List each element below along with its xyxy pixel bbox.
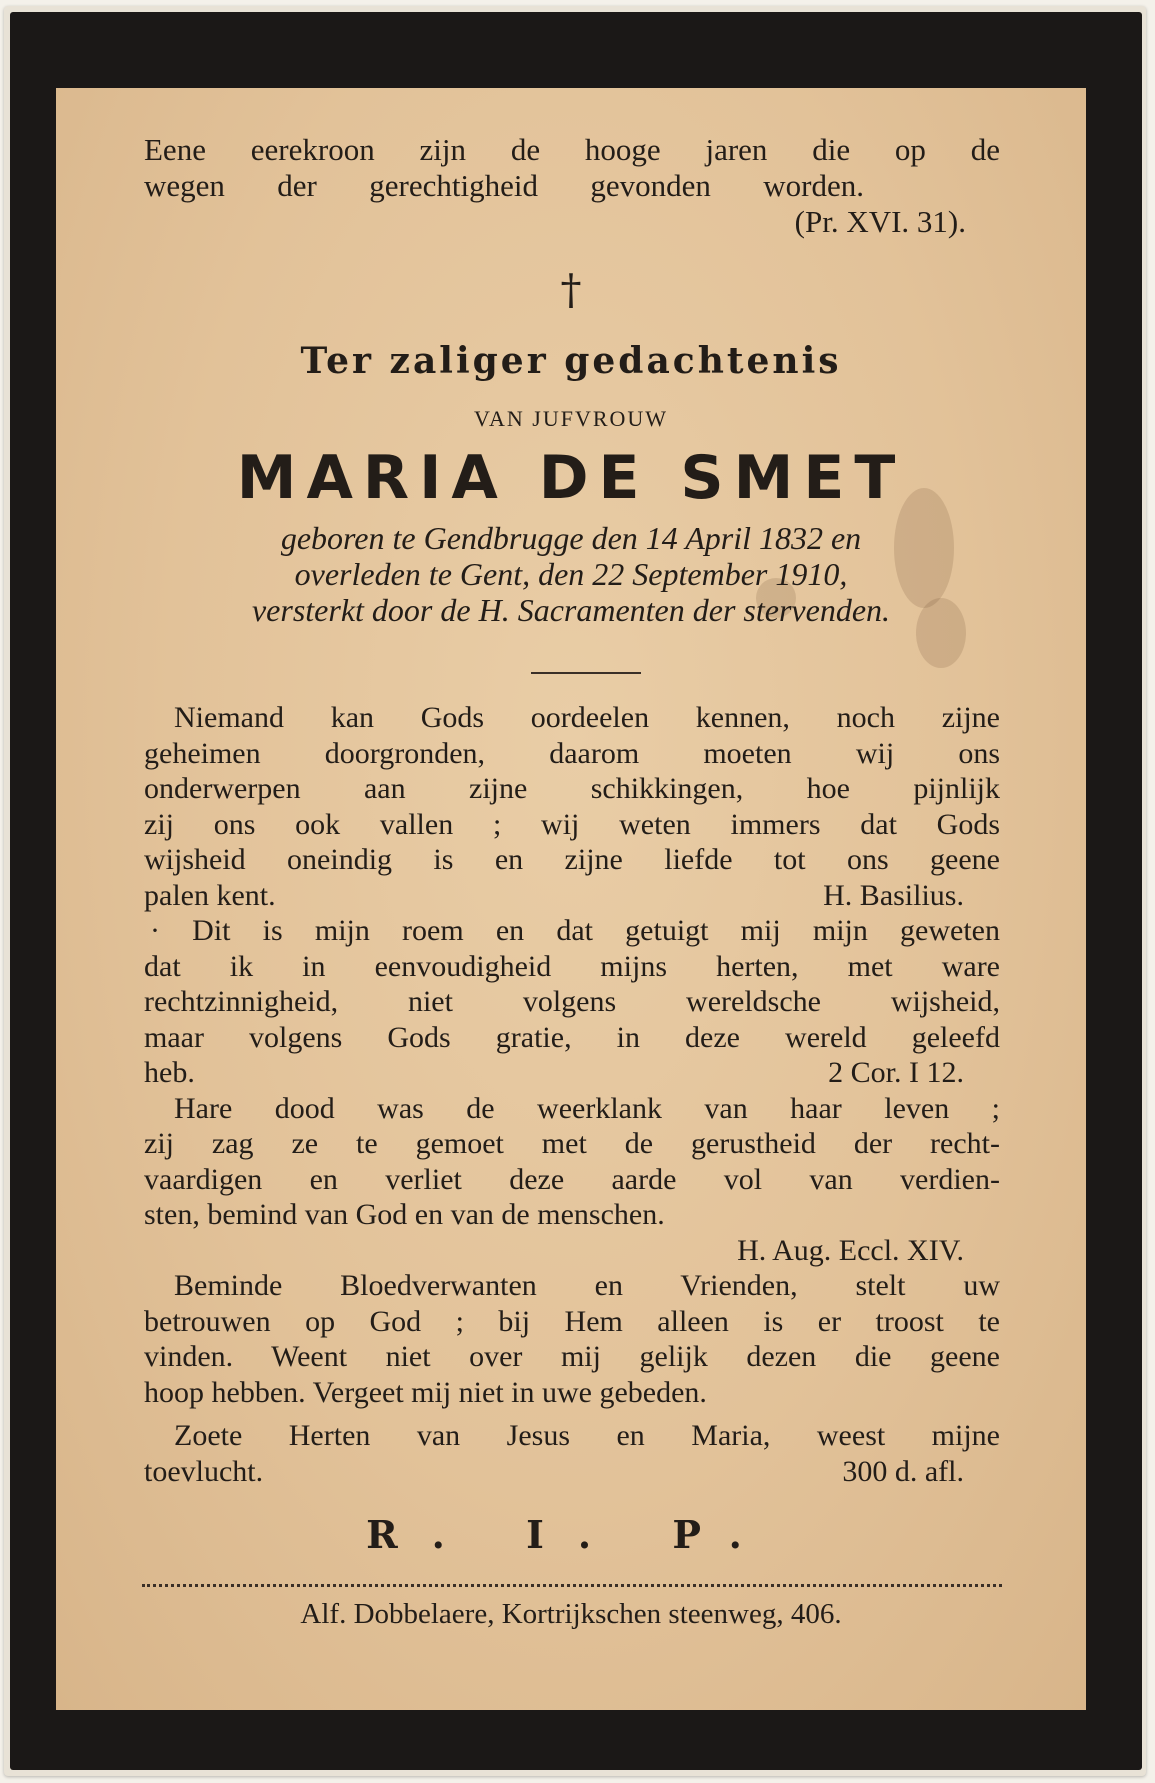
- text-line: sten, bemind van God en van de menschen.: [144, 1198, 665, 1231]
- text-line: maar volgens Gods gratie, in deze wereld geleefd: [144, 1020, 1000, 1054]
- paragraph-augustine: [144, 1091, 1000, 1269]
- text-line: betrouwen op God ; bij Hem alleen is er troost te: [144, 1304, 1000, 1338]
- paragraph-corinthians: [144, 913, 1000, 1091]
- cross-icon: †: [560, 265, 582, 314]
- epigraph-line-1: Eene eerekroon zijn de hooge jaren die op de: [144, 132, 1000, 167]
- text-line: Niemand kan Gods oordeelen kennen, noch zijne: [174, 701, 1000, 734]
- text-line: hoop hebben. Vergeet mij niet in uwe gebeden.: [144, 1375, 707, 1409]
- text-line: · Dit is mijn roem en dat getuigt mij mijn geweten: [150, 914, 1000, 947]
- text-line: Beminde Bloedverwanten en Vrienden, stelt uw: [174, 1269, 1000, 1302]
- deceased-name: MARIA DE SMET: [236, 443, 906, 513]
- biography: [56, 520, 1086, 628]
- text-line: toevlucht.: [144, 1454, 264, 1488]
- text-line: palen kent.: [144, 878, 276, 912]
- printer-imprint: Alf. Dobbelaere, Kortrijkschen steenweg, 406.: [300, 1598, 842, 1630]
- divider: [531, 672, 641, 674]
- text-line: Zoete Herten van Jesus en Maria, weest mijne: [174, 1419, 1000, 1452]
- text-line: dat ik in eenvoudigheid mijns herten, met ware: [144, 949, 1000, 983]
- text-line: geheimen doorgronden, daarom moeten wij ons: [144, 736, 1000, 770]
- text-line: vaardigen en verliet deze aarde vol van verdien-: [144, 1162, 1000, 1196]
- text-line: heb.: [144, 1056, 195, 1089]
- text-line: rechtzinnigheid, niet volgens wereldsche wijsheid,: [144, 985, 1000, 1018]
- epigraph-reference: (Pr. XVI. 31).: [794, 204, 966, 239]
- bio-line: overleden te Gent, den 22 September 1910,: [294, 556, 848, 592]
- citation: 2 Cor. I 12.: [828, 1056, 964, 1089]
- bio-line: versterkt door de H. Sacramenten der stervenden.: [251, 592, 891, 628]
- paragraph-farewell: [144, 1268, 1000, 1410]
- citation: H. Aug. Eccl. XIV.: [737, 1233, 964, 1267]
- citation: 300 d. afl.: [842, 1454, 964, 1488]
- epigraph-line-2: wegen der gerechtigheid gevonden worden.: [144, 168, 864, 203]
- text-line: onderwerpen aan zijne schikkingen, hoe pijnlijk: [144, 772, 1000, 805]
- text-line: wijsheid oneindig is en zijne liefde tot ons geene: [144, 843, 1000, 876]
- text-line: vinden. Weent niet over mij gelijk dezen die geene: [144, 1340, 1000, 1373]
- subheading: VAN JUFVROUW: [473, 406, 669, 431]
- rip-inscription: R. I. P.: [366, 1512, 776, 1557]
- paragraph-basilius: [144, 700, 1000, 913]
- text-line: zij zag ze te gemoet met de gerustheid der recht-: [144, 1127, 1000, 1160]
- text-line: Hare dood was de weerklank van haar leven ;: [174, 1091, 1000, 1125]
- body-text: [144, 700, 1000, 1489]
- memorial-heading: Ter zaliger gedachtenis: [300, 340, 842, 382]
- bio-line: geboren te Gendbrugge den 14 April 1832 en: [280, 520, 862, 556]
- paragraph-invocation: [144, 1418, 1000, 1489]
- dotted-divider: [142, 1584, 1002, 1587]
- text-line: zij ons ook vallen ; wij weten immers dat Gods: [144, 807, 1000, 841]
- memorial-card: [56, 88, 1086, 1710]
- citation: H. Basilius.: [823, 878, 964, 912]
